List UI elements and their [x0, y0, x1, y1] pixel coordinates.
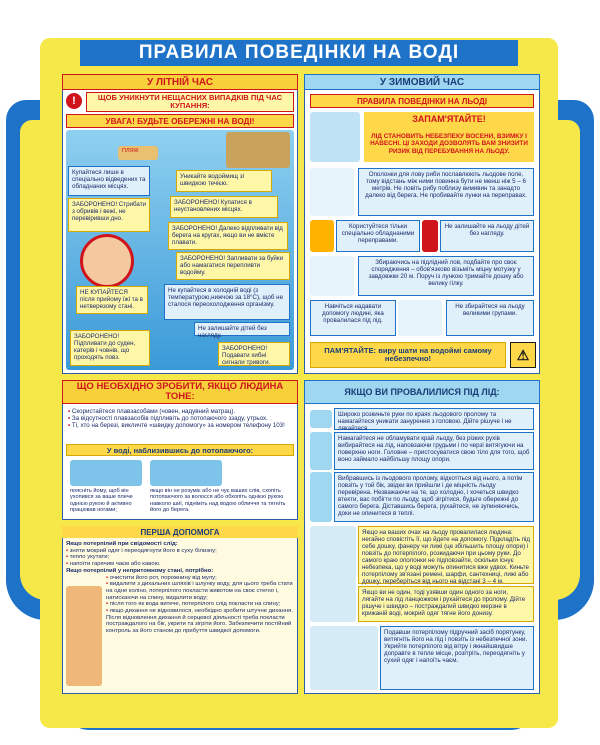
first-aid-unconscious-item: • очистити його рот, порожнину від мулу; — [106, 574, 217, 581]
roll-away-icon — [310, 472, 332, 522]
drowning-item: • Скористайтеся плавзасобами (човен, надувний матрац). — [68, 408, 236, 415]
summer-no-unknown-places: ЗАБОРОНЕНО! Купатися в неустановлених місцях. — [170, 196, 278, 218]
drowning-list — [68, 408, 294, 430]
no-kids-icon — [422, 220, 438, 252]
summer-header: У ЛІТНІЙ ЧАС — [62, 74, 298, 90]
summer-no-swim-far: ЗАБОРОНЕНО! Далеко відпливати від берега на кругах, якщо ви не вмієте плавати. — [168, 222, 288, 250]
fisherman-picture — [310, 256, 354, 296]
summer-avoid-current: Уникайте водоймищ зі швидкою течією. — [176, 170, 272, 192]
summer-no-cold-water: Не купайтеся в холодній воді (з температурою,нижчою за 18°С), щоб не сталося переохолодження організму. — [164, 284, 290, 320]
remember-text: ЛІД СТАНОВИТЬ НЕБЕЗПЕКУ ВОСЕНИ, ВЗИМКУ І НАВЕСНІ. ЦІ ЗАХОДИ ДОЗВОЛЯТЬ ВАМ ЗНИЗИТИ РИЗИК ВІД ПЕРЕБУВАННЯ НА ЛЬОДУ. — [364, 126, 534, 162]
summer-no-unattended-children: Не залишайте дітей без нагляду. — [194, 322, 290, 336]
drowning-item: • За відсутності плавзасобів підпливіть до потопаючого ззаду, утрьох. — [68, 415, 268, 423]
fell-through-header: ЯКЩО ВИ ПРОВАЛИЛИСЯ ПІД ЛІД: — [304, 380, 540, 404]
ice-fishing-picture — [310, 168, 354, 216]
winter-no-kids-ice: Не залишайте на льоду дітей без нагляду. — [440, 220, 534, 252]
warning-icon: ! — [66, 93, 82, 109]
winter-crossings: Користуйтеся тільки спеціально обладнаними переправами. — [336, 220, 420, 252]
poster-title: ПРАВИЛА ПОВЕДІНКИ НА ВОДІ — [138, 42, 460, 63]
first-aid-pictures — [66, 586, 102, 686]
summer-no-jump: ЗАБОРОНЕНО! Стрибати з обривів і вежі, не перевіривши дно. — [68, 198, 150, 232]
danger-warning-icon: ⚠ — [510, 342, 536, 368]
crossing-sign-icon — [310, 220, 334, 252]
first-aid-conscious-title: Якщо потерпілий при свідомості слід: — [66, 541, 178, 547]
first-aid-conscious-item: • зняти мокрий одяг і переодягнути його в суху білизну; — [66, 547, 217, 554]
drowning-step-2: якщо він не розуміє або не чує ваших слів, схопіть потопаючого за волосся або обхопіть однією рукою навколо шиї, підніміть над водою обличчя та тягніть його до берега. — [150, 488, 286, 513]
poster-title-bar — [78, 38, 520, 68]
first-aid-header: ПЕРША ДОПОМОГА — [62, 526, 298, 538]
beach-label: ПЛЯЖ — [122, 148, 139, 154]
first-aid-unconscious-title: Якщо потерпілий у непритомному стані, потрібно: — [66, 567, 214, 574]
drowning-header: ЩО НЕОБХІДНО ЗРОБИТИ, ЯКЩО ЛЮДИНА ТОНЕ: — [62, 380, 298, 404]
summer-caution: УВАГА! БУДЬТЕ ОБЕРЕЖНІ НА ВОДІ! — [66, 114, 294, 128]
winter-learn-help: Навчіться надавати допомогу людині, яка провалилася під лід. — [310, 300, 396, 336]
swimmer-icon — [80, 234, 134, 288]
fell-through-step-3: Вибравшись із льодового пролому, відкотіться від нього, а потім повзіть у той бік, звідки ви прийшли і де міцність льоду перевірена. Незважаючи на те, що холодно, і хочеться швидко втекти, вас побігти по льоду, щоб зігрітися, будьте обережні до самого берега. Діставшись берега, рухайтеся, не зупиняючись, доки не опинитеся в теплі. — [334, 472, 534, 522]
crawl-out-icon — [310, 432, 332, 470]
summer-no-buoys: ЗАБОРОНЕНО! Запливати за буйки або намагатися перепливти водойму. — [176, 252, 290, 280]
winter-remember-alone: ПАМ'ЯТАЙТЕ: виру шати на водоймі самому небезпечно! — [310, 342, 506, 368]
rescue-picture-1 — [70, 460, 142, 486]
summer-no-false-alarm: ЗАБОРОНЕНО! Подавати хибні сигнали тривоги. — [218, 342, 290, 366]
first-aid-unconscious-item: • якщо дихання не відновилося, необхідно зробити штучне дихання. Після відновлення дихання й серцевої діяльності треба покласти постраждалого на бік, укрити та зігріти його. Забезпечити постійний контроль за його станом до прибуття швидкої допомоги. — [106, 608, 293, 635]
drowning-near-header: У воді, наблизившись до потопаючого: — [66, 444, 294, 456]
ice-rescue-picture — [398, 300, 442, 336]
fell-through-step-2: Намагайтеся не обламувати край льоду, без різких рухів вибирайтеся на лід, наповзаючи грудьми і по черзі витягуючи на поверхню ноги. Головне – пристосуватися свою тіло для того, щоб воно займало найбільшу площу опори. — [334, 432, 534, 470]
ice-rescue-chain-picture — [310, 526, 356, 622]
summer-bathe-places: Купайтеся лише в спеціально відведених та обладнаних місцях. — [68, 166, 150, 196]
lifeguard-tower-picture — [226, 132, 290, 168]
rescue-picture-2 — [150, 460, 222, 486]
winter-no-groups: Не збирайтеся на льоду великими групами. — [446, 300, 534, 336]
winter-ice-holes: Ополонки для лову риби пославлюють льодове поле, тому відстань між ними повинна бути не менш ніж 5 – 6 метрів. Не ловіть рибу поблизу вимивин та занадто далеко від берега. Не пробивайте лунки на переправах. — [358, 168, 534, 216]
summer-no-bathe-after-eating: НЕ КУПАЙТЕСЯ після прийому їжі та в нетверезому стані. — [76, 286, 148, 314]
fell-through-step-5: Якщо ви не один, тоді узявши один одного за ноги, лягайте на лід ланцюжком і рухайтеся до пролому. Дійте рішуче і швидко – постраждалий швидко мерзне в крижаній воді, мокрий одяг тягне його донизу. — [358, 586, 534, 622]
arms-spread-icon — [310, 410, 332, 428]
fell-through-step-6: Подавши потерпілому підручний засіб порятунку, витягніть його на лід і повзіть із небезпечної зони. Укрийте потерпілого від вітру і якнайшвидше доправте в тепле місце, розітріть, переодягніть у сухий одяг і напоїть чаєм. — [380, 626, 534, 690]
summer-no-boats: ЗАБОРОНЕНО! Підпливати до суден, катерів і човнів, що проходять повз. — [70, 330, 150, 366]
remember-label: ЗАПАМ'ЯТАЙТЕ! — [364, 112, 534, 126]
ice-picture — [310, 112, 360, 162]
fell-through-step-1: Широко розкиньте руки по краях льодового пролому та намагайтеся уникати занурення з головою. Дійте рішуче і не лякайтеся. — [334, 408, 534, 430]
drowning-item: • Ті, хто на березі, викличте «швидку допомогу» за номером телефону 103! — [68, 422, 285, 430]
first-aid-unconscious-item: • видалити з дихальних шляхів і шлунку воду, для цього треба стати на одне коліно, потерпілого покласти животом на своє стегно і, натискаючи на спину, видалити воду; — [106, 581, 293, 601]
ice-rules-header: ПРАВИЛА ПОВЕДІНКИ НА ЛЬОДІ — [310, 94, 534, 108]
winter-fishing-gear: Збираючись на підлідний лов, подбайте про своє спорядження – обов'язково візьміть міцну мотузку у завдовжки 20 м. Поруч із лункою тримайте дошку або велику гілку. — [358, 256, 534, 296]
fell-through-step-4: Якщо на ваших очах на льоду провалилася людина: негайно сповістіть її, що йдете на допомогу. Підкладіть під себе дошку, фанеру чи лижі (це збільшить площу опори) і повзіть до потерпілого, розкидаючи при цьому руки. До самого краю ополонки не підповзайте, оскільки існує небезпека, що у воді можуть опинитися вже удвох. Киньте потерпілому зв'язані ремені, шарфи, сантехниці, лижі або дошку, переберіться від нього на відстані 3 – 4 м. — [358, 526, 534, 584]
summer-warning-header: ЩОБ УНИКНУТИ НЕЩАСНИХ ВИПАДКІВ ПІД ЧАС КУПАННЯ: — [86, 92, 294, 112]
winter-header: У ЗИМОВИЙ ЧАС — [304, 74, 540, 90]
pull-out-victim-picture — [310, 626, 378, 690]
first-aid-conscious-item: • напоїти гарячим чаєм або кавою. — [66, 561, 161, 568]
first-aid-conscious-item: • тепло укутати; — [66, 554, 110, 561]
drowning-step-1: поясніть йому, щоб він ухопився за ваше плече однією рукою й активно працював ногами; — [70, 488, 133, 513]
first-aid-unconscious-item: • після того як вода витече, потерпілого слід покласти на спину; — [106, 601, 281, 608]
